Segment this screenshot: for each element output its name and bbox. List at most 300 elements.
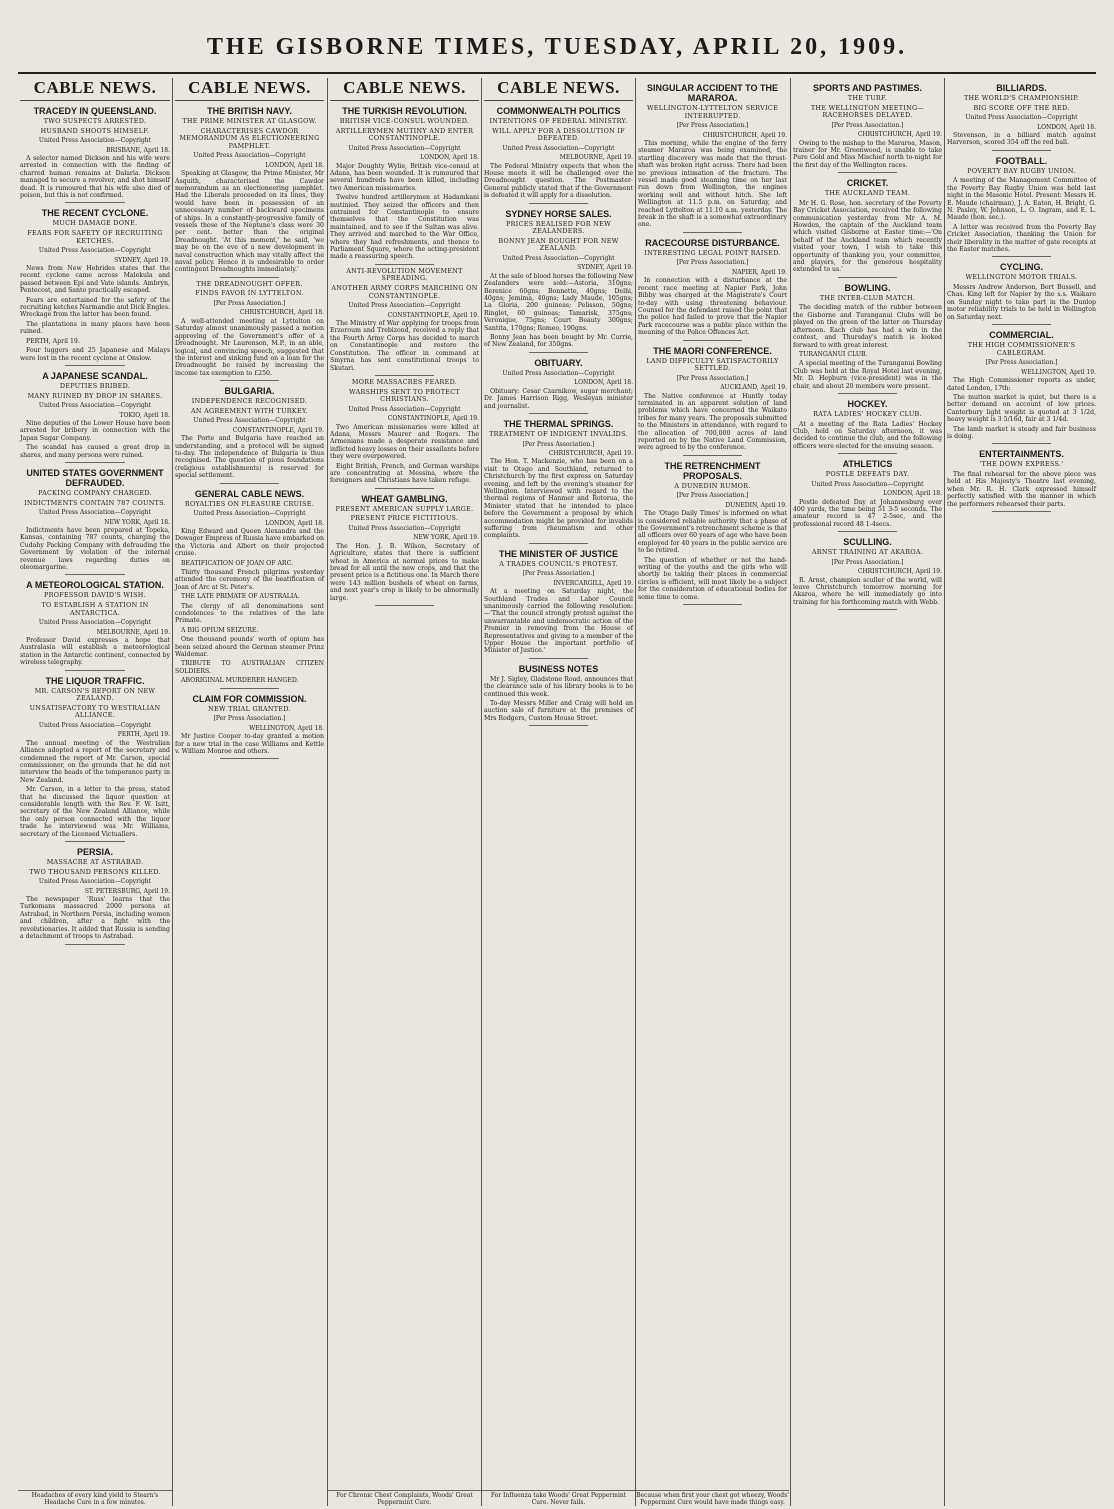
article-dateline: CONSTANTINOPLE, April 19. [387, 311, 479, 319]
article [20, 371, 170, 463]
article-byline: United Press Association—Copyright [348, 405, 461, 413]
article-headline: THE TURKISH REVOLUTION. [342, 106, 467, 116]
article [330, 106, 479, 265]
article-subheading: DEPUTIES BRIBED. [59, 381, 131, 390]
article-paragraph: A meeting of the Management Committee of the Poverty Bay Rugby Union was held last night in the Masonic Hotel. Present: Messrs H. E. Maude (chairman), J. A. Eaton, H. Bright, G. N. Pasley, W. Johnson, L. O. Ingram, and E. L. Maude (hon. sec.). [947, 177, 1096, 222]
article-subheading: 'THE DOWN EXPRESS.' [979, 460, 1064, 469]
article-headline: THE MAORI CONFERENCE. [653, 345, 772, 356]
article-paragraph: The Hon. J. B. Wilson, Secretary of Agriculture, states that there is sufficient wheat in America at normal prices to make bread for all until the new crops, and that the present price is a fictitious one. In March there were 143 million bushels of wheat on farms, and next year's crop is likely to be abnormally large. [330, 542, 479, 602]
article-paragraph: At the sale of blood horses the following New Zealanders were sold:—Astoria, 310gns; Berenice 60gns; Bonnette, 40gns; Delhi, 40gns; Jemima, 40gns; Lady Maude, 105gns; La Gloria, 200 guineas; Pelisson, 50gns; Ringlet, 60 guineas; Tamarisk, 375gns; Veronique, 75gns; Court Beauty 300gns; Santita, 170gns; Romeo, 190gns. [484, 272, 633, 332]
article [793, 178, 942, 278]
article-divider [220, 277, 280, 278]
article-subheading: TWO THOUSAND PERSONS KILLED. [29, 867, 161, 876]
article-byline: United Press Association—Copyright [38, 509, 152, 517]
article-subheading: BRITISH VICE-CONSUL WOUNDED. [339, 117, 470, 125]
article [638, 238, 787, 341]
article-paragraph: This morning, while the engine of the ferry steamer Mararoa was being examined, the startling discovery was made that the thrust-shaft was broken right across. There had been no previous intimation of the fracture. The vessel made good steaming time on her last run down from Wellington, the engines working well and without hitch. She left Wellington at 11.5 p.m. on Saturday, and reached Lyttelton at 11.10 a.m. yesterday. The break in the shaft is a somewhat extraordinary one. [638, 140, 787, 229]
article-byline: United Press Association—Copyright [193, 510, 306, 518]
article-subheading: THE HIGH COMMISSIONER'S CABLEGRAM. [967, 341, 1076, 357]
article-headline: CLAIM FOR COMMISSION. [192, 693, 307, 704]
article-paragraph: Stevenson, in a billiard match against Harverson, scored 354 off the red ball. [947, 132, 1096, 147]
article-subheading: THE WELLINGTON MEETING—RACEHORSES DELAYED. [810, 103, 925, 120]
article-divider [838, 531, 898, 532]
article-subheading: ARNST TRAINING AT AKAROA. [811, 548, 924, 557]
article [947, 156, 1096, 258]
article-divider [65, 670, 125, 671]
article-headline: SINGULAR ACCIDENT TO THE MARAROA. [646, 83, 778, 103]
column-6 [790, 78, 944, 1506]
article-headline: THE THERMAL SPRINGS. [503, 418, 614, 429]
article-headline: ENTERTAINMENTS. [979, 449, 1064, 460]
masthead [0, 0, 1114, 76]
article-paragraph: A letter was received from the Poverty Bay Cricket Association, thanking the Union for their liberality in the matter of gate receipts at the Easter matches. [947, 223, 1096, 254]
article-dateline: MELBOURNE, April 19. [96, 628, 170, 636]
article-divider [375, 488, 435, 489]
article-dateline: NAPIER, April 19. [731, 268, 787, 276]
article-subheading: FEARS FOR SAFETY OF RECRUITING KETCHES. [27, 229, 163, 245]
article-subheading: MR. CARSON'S REPORT ON NEW ZEALAND. [34, 686, 156, 703]
article [20, 676, 170, 842]
article-headline: BULGARIA. [224, 386, 275, 397]
article-divider [529, 658, 589, 659]
article-divider [683, 455, 743, 456]
article-byline: United Press Association—Copyright [38, 878, 152, 886]
article-subheading: THE WORLD'S CHAMPIONSHIP. [964, 94, 1079, 102]
article [20, 106, 170, 203]
article-paragraph: PERTH, April 19. [26, 337, 80, 345]
article-byline: United Press Association—Copyright [38, 247, 152, 255]
article-dateline: SYDNEY, April 19. [577, 264, 633, 272]
article-paragraph: The Ministry of War applying for troops from Erzeroum and Trebizond, received a reply that the Fourth Army Corps has decided to march on Constantinople and restore the Constitution. The officer in command at Smyrna has sent constitutional troops to Skutari. [330, 320, 479, 372]
article-subheading: BIG SCORE OFF THE RED. [973, 103, 1070, 112]
article [793, 399, 942, 454]
article-divider [220, 380, 280, 381]
article-subheading: THE AUCKLAND TEAM. [824, 189, 911, 198]
article-divider [220, 758, 280, 759]
article-subheading: INTERESTING LEGAL POINT RAISED. [644, 248, 781, 257]
article-subheading: A TRADES COUNCIL'S PROTEST. [499, 559, 618, 568]
article-byline: United Press Association—Copyright [38, 721, 152, 729]
article-subheading: PRESENT PRICE FICTITIOUS. [350, 514, 459, 523]
article [484, 549, 633, 659]
article-headline: SPORTS AND PASTIMES. [812, 83, 922, 93]
article-dateline: CHRISTCHURCH, April 19. [857, 568, 942, 576]
column-heading: CABLE NEWS. [484, 78, 633, 101]
column-1 [18, 78, 172, 1506]
article-subheading: THE PRIME MINISTER AT GLASGOW. [182, 117, 317, 125]
article-paragraph: News from New Hebrides states that the recent cyclone came across Malekula and passed between Epi and Vate islands. Ambryn, Pentecost, and Santo practically escaped. [20, 265, 170, 295]
article-divider [529, 543, 589, 544]
article-divider [992, 324, 1052, 325]
article-dateline: CHRISTCHURCH, April 18. [239, 309, 324, 317]
article-headline: THE LIQUOR TRAFFIC. [45, 675, 145, 686]
article-subheading: MUCH DAMAGE DONE. [52, 219, 138, 228]
article-divider [838, 453, 898, 454]
article [20, 580, 170, 670]
article-subheading: TO ESTABLISH A STATION IN ANTARCTICA. [41, 600, 149, 617]
article-dateline: SYDNEY, April 19. [114, 256, 170, 264]
article-dateline: BRISBANE, April 18. [106, 146, 170, 154]
article-paragraph: The newspaper 'Russ' learns that the Turkomans massacred 2000 persons at Astrabad, in Northern Persia, including women and children, after a fight with the revolutionaries. It added that Russia is sending a detachment of troops to Astrabad. [20, 896, 170, 941]
article-paragraph: Mr H. G. Rose, hon. secretary of the Poverty Bay Cricket Association, received the following communication yesterday from Mr A. M. Howden, the captain of the Auckland team which visited Gisborne at Easter time:—'On behalf of the Auckland team which recently visited your town, I wish to take this opportunity of thanking you, your committee, and players, for the generous hospitality extended to us.' [793, 199, 942, 274]
article-divider [65, 202, 125, 203]
article-byline: United Press Association—Copyright [502, 255, 615, 262]
article-dateline: LONDON, April 18. [883, 490, 942, 498]
article-paragraph: Thirty thousand French pilgrims yesterday attended the ceremony of the beatification of Joan of Arc at St. Peter's. [175, 569, 324, 591]
article-byline: United Press Association—Copyright [811, 480, 924, 488]
article-subheading: BONNY JEAN BOUGHT FOR NEW ZEALAND. [498, 236, 619, 253]
article [175, 281, 324, 381]
article-divider [992, 256, 1052, 257]
article-divider [529, 203, 589, 204]
article [20, 468, 170, 575]
article-divider [529, 352, 589, 353]
article-paragraph: TRIBUTE TO AUSTRALIAN CITIZEN SOLDIERS. [175, 660, 324, 675]
article-paragraph: To-day Messrs Miller and Craig will hold an auction sale of furniture at the premises of Mrs Rodgers, Custom House Street. [484, 700, 633, 722]
article-paragraph: Messrs Andrew Anderson, Bert Bussell, and Chas. King left for Napier by the s.s. Waikare on Sunday night to take part in the Dunlop motor reliability trials to be held in Wellington on Saturday next. [947, 284, 1096, 321]
article-paragraph: Professor David expresses a hope that Australasia will establish a meteorological station in the Antarctic continent, connected by wireless telegraphy. [20, 636, 170, 667]
article-byline: [Per Press Association.] [676, 492, 749, 500]
article-divider [529, 413, 589, 414]
article-byline: [Per Press Association.] [831, 121, 904, 129]
article-headline: COMMERCIAL. [989, 330, 1054, 341]
article-paragraph: Two American missionaries were killed at Adana, Messrs Maurer and Rogers. The Armenians made a desperate resistance and inflicted heavy losses on their assailants before they were overpowered. [330, 423, 479, 461]
article [484, 209, 633, 353]
article-paragraph: Fears are entertained for the safety of the recruiting ketches Narmandie and Dick Engles. Wreckage from the latter has been found. [20, 296, 170, 319]
article-headline: ATHLETICS [842, 459, 893, 470]
article-paragraph: Obituary: Cesar Czarnikow, sugar merchant; Dr. James Harrison Rigg, Wesleyan minister and journalist. [484, 387, 633, 410]
article-headline: THE RECENT CYCLONE. [41, 208, 149, 219]
article-paragraph: Mr. Carson, in a letter to the press, stated that he discussed the liquor question at considerable length with the Rev. F. W. Isitt, secretary of the New Zealand Alliance, while the only person connected with the liquor trade he interviewed was Mr. Williams, secretary of the Licensed Victuallers. [20, 786, 170, 838]
article-paragraph: Twelve hundred artillerymen at Hadamkani mutinied. They seized the officers and then entrained for Constantinople to ensure themselves that the Constitution was maintained, and to see if the Sultan was alive. They arrived and marched to the War Office, where they had refreshments, and thence to Parliament Square, where the acting-president made a reassuring speech. [330, 194, 479, 261]
article-paragraph: Major Doughty Wylie, British vice-consul at Adana, has been wounded. It is rumoured that several hundreds have been killed, including two American missionaries. [330, 162, 479, 192]
article-subheading: MASSACRE AT ASTRABAD. [46, 858, 144, 867]
article-divider [65, 841, 125, 842]
article [175, 106, 324, 278]
article-dateline: LONDON, April 18. [574, 379, 633, 387]
article-byline: [Per Press Association.] [522, 440, 595, 448]
article-headline: A JAPANESE SCANDAL. [42, 370, 148, 381]
article-divider [375, 264, 435, 265]
article-headline: TRACEDY IN QUEENSLAND. [33, 106, 157, 116]
article-divider [838, 277, 898, 278]
column-5 [635, 78, 789, 1506]
article-divider [992, 443, 1052, 444]
article-paragraph: A well-attended meeting at Lyttelton on Saturday almost unanimously passed a motion approving of the Government's offer of a Dreadnought. Mr Laurenson, M.P., in an able, logical, and convincing speech, suggested that the interest and sinking fund on a loan for the Dreadnought be raised by increasing the income tax exemption to £250. [175, 317, 324, 377]
article-paragraph: A BIG OPIUM SEIZURE. [181, 626, 259, 634]
article-subheading: PACKING COMPANY CHARGED. [38, 488, 152, 497]
article-subheading: ROYALTIES ON PLEASURE CRUISE. [184, 499, 315, 508]
article-divider [683, 604, 743, 605]
article [638, 83, 787, 233]
article [330, 379, 479, 489]
article [175, 694, 324, 760]
article-byline: United Press Association—Copyright [193, 417, 306, 425]
article-dateline: NEW YORK, April 19. [413, 534, 479, 542]
article-divider [220, 688, 280, 689]
masthead-title: THE GISBORNE TIMES, TUESDAY, APRIL 20, 1909. [206, 34, 908, 60]
article-subheading: TREATMENT OF INDIGENT INVALIDS. [489, 429, 628, 438]
article-subheading: INDICTMENTS CONTAIN 787 COUNTS. [24, 498, 166, 507]
article-dateline: CONSTANTINOPLE, April 19. [387, 415, 479, 423]
article-subheading: WILL APPLY FOR A DISSOLUTION IF DEFEATED. [492, 126, 625, 143]
article-subheading: CHARACTERISES CAWDOR MEMORANDUM AS ELECTIONEERING PAMPHLET. [179, 126, 320, 150]
article-byline: [Per Press Association.] [522, 570, 595, 578]
article-paragraph: The lamb market is steady and fair business is doing. [947, 425, 1096, 440]
article-divider [992, 150, 1052, 151]
article-paragraph: King Edward and Queen Alexandra and the Dowager Empress of Russia have embarked on the Victoria and Albert on their projected cruise. [175, 527, 324, 558]
column-heading: CABLE NEWS. [175, 78, 324, 101]
article-dateline: PERTH, April 19. [117, 731, 170, 739]
article-byline: [Per Press Association.] [213, 300, 286, 308]
article-byline: United Press Association—Copyright [193, 152, 306, 160]
article-subheading: PROFESSOR DAVID'S WISH. [43, 591, 146, 600]
column-7 [944, 78, 1098, 1506]
article-byline: [Per Press Association.] [213, 715, 286, 723]
article-dateline: LONDON, April 18. [265, 161, 324, 169]
article [947, 449, 1096, 512]
article-headline: CYCLING. [999, 262, 1043, 273]
article-paragraph: A special meeting of the Turanganui Bowling Club was held at the Royal Hotel last evening, Mr. D. Hepburn (vice-president) was in the chair, and about 20 members were present. [793, 360, 942, 390]
article-subheading: UNSATISFACTORY TO WESTRALIAN ALLIANCE. [29, 703, 161, 720]
article-divider [65, 574, 125, 575]
article-divider [838, 393, 898, 394]
article-subheading: PRESENT AMERICAN SUPPLY LARGE. [335, 504, 474, 513]
article-byline: [Per Press Association.] [676, 259, 749, 267]
article-dateline: MELBOURNE, April 19. [559, 154, 633, 162]
article [793, 83, 942, 173]
article-byline: United Press Association—Copyright [502, 144, 615, 152]
article [793, 537, 942, 610]
article-subheading: AN AGREEMENT WITH TURKEY. [191, 406, 308, 415]
article-dateline: INVERCARGILL, April 19. [553, 579, 633, 587]
article [330, 268, 479, 376]
column-2 [172, 78, 326, 1506]
article-dateline: WELLINGTON, April 19. [1021, 368, 1096, 376]
article-divider [992, 511, 1052, 512]
article-headline: THE RETRENCHMENT PROPOSALS. [664, 460, 761, 481]
article-subheading: WELLINGTON MOTOR TRIALS. [965, 273, 1078, 282]
article-headline: RACECOURSE DISTURBANCE. [645, 237, 780, 248]
masthead-rule [18, 72, 1096, 74]
article-dateline: NEW YORK, April 18. [104, 518, 170, 526]
article-headline: BILLIARDS. [996, 83, 1047, 93]
article-divider [683, 232, 743, 233]
article-paragraph: At a meeting of the Rata Ladies' Hockey Club, held on Saturday afternoon, it was decided to continue the club, and the following officers were elected for the ensuing season. [793, 420, 942, 450]
article-byline: United Press Association—Copyright [38, 619, 152, 627]
article-headline: HOCKEY. [847, 398, 888, 409]
article-paragraph: Owing to the mishap to the Mararoa, Mason, trainer for Mr. Greenwood, is unable to take Pure Gold and Miss Mischief north to-night for the first day of the Wellington races. [793, 139, 942, 169]
article-subheading: LAND DIFFICULTY SATISFACTORILY SETTLED. [646, 356, 779, 373]
article-headline: A METEOROLOGICAL STATION. [26, 580, 164, 591]
article-subheading: THE DREADNOUGHT OFFER. [196, 279, 303, 288]
article-subheading: INDEPENDENCE RECOGNISED. [191, 397, 308, 406]
article-headline: SYDNEY HORSE SALES. [505, 208, 612, 219]
article-paragraph: The scandal has caused a great drop in shares, and many persons were ruined. [20, 444, 170, 459]
article-subheading: WELLINGTON-LYTTELTON SERVICE INTERRUPTED. [646, 104, 779, 120]
article [793, 459, 942, 532]
article-headline: COMMONWEALTH POLITICS [496, 106, 621, 116]
article-subheading: WARSHIPS SENT TO PROTECT CHRISTIANS. [349, 387, 460, 404]
advertisement-footer: For Influenza take Woods' Great Peppermint Cure. Never fails. [482, 1490, 635, 1506]
article-dateline: LONDON, April 18. [1037, 123, 1096, 131]
article-paragraph: In connection with a disturbance at the recent race meeting at Napier Park, John Bibby was charged at the Magistrate's Court to-day with using threatening behaviour. Counsel for the defendant raised the point that the police had failed to prove that the Napier Park racecourse was a public place within the meaning of the Police Offences Act. [638, 277, 787, 337]
article-subheading: ARTILLERYMEN MUTINY AND ENTER CONSTANTINOPLE. [335, 126, 474, 143]
article-paragraph: ABORIGINAL MURDERER HANGED. [181, 677, 299, 685]
article-subheading: ANOTHER ARMY CORPS MARCHING ON CONSTANTINOPLE. [331, 284, 478, 300]
article-dateline: LONDON, April 18. [265, 519, 324, 527]
article-paragraph: The Hon. T. Mackenzie, who has been on a visit to Otago and Southland, returned to Christchurch by the first express on Saturday evening, and left by the evening's steamer for Wellington. Interviewed with regard to the thermal regions of Hanmer and Rotorua, the Minister stated that he intended to place before the Government a proposal by which accommodation might be provided for invalids suffering from rheumatism and other complaints. [484, 458, 633, 540]
article-dateline: CHRISTCHURCH, April 19. [702, 131, 787, 139]
article-paragraph: Mr J. Sigley, Gladstone Road, announces that the clearance sale of his library books is to be continued this week. [484, 675, 633, 698]
article [638, 461, 787, 605]
article-byline: United Press Association—Copyright [502, 369, 615, 377]
article-paragraph: A selector named Dickson and his wife were arrested in connection with the finding of charred human remains at Dalaria. Dickson managed to secure a revolver, and shot himself dead. It is rumoured that his wife also died of poison, but this is not confirmed. [20, 155, 170, 200]
article-headline: CRICKET. [846, 178, 889, 189]
article-byline: United Press Association—Copyright [38, 137, 152, 145]
article-byline: United Press Association—Copyright [965, 114, 1078, 122]
article-dateline: TOKIO, April 18. [119, 411, 170, 419]
article-divider [65, 462, 125, 463]
article-divider [375, 605, 435, 606]
article [330, 494, 479, 606]
article-headline: BOWLING. [844, 282, 891, 293]
article-headline: THE BRITISH NAVY. [207, 106, 292, 116]
article-subheading: PRICES REALISED FOR NEW ZEALANDERS. [506, 219, 611, 236]
article-paragraph: The High Commissioner reports as under, dated London, 17th: [947, 377, 1096, 392]
article-byline: United Press Association—Copyright [38, 402, 152, 410]
article-subheading: FINDS FAVOR IN LYTTELTON. [195, 289, 304, 298]
article-paragraph: One thousand pounds' worth of opium has been seized aboard the German steamer Prinz Waldemar. [175, 636, 324, 659]
article-paragraph: TURANGANUI CLUB. [799, 350, 868, 358]
article [484, 358, 633, 414]
columns [18, 78, 1098, 1506]
article [20, 208, 170, 365]
article [484, 106, 633, 204]
article-subheading: A DUNEDIN RUMOR. [674, 481, 751, 490]
article-paragraph: The Federal Ministry expects that when the House meets it will be challenged over the Dreadnought question. The Postmaster-General publicly stated that if the Government is defeated it will apply for a dissolution. [484, 162, 633, 200]
article-paragraph: Nine deputies of the Lower House have been arrested for bribery in connection with the Japan Sugar Company. [20, 419, 170, 442]
article-paragraph: The 'Otago Daily Times' is informed on what is considered reliable authority that a phase of the Government's retrenchment scheme is that all officers over 60 years of age who have been employed for 40 years in the public service are to be retired. [638, 510, 787, 555]
article-divider [375, 375, 435, 376]
article-paragraph: Eight British, French, and German warships are concentrating at Messina, where the foreigners and Christians have taken refuge. [330, 462, 479, 485]
article-headline: GENERAL CABLE NEWS. [194, 488, 305, 499]
article-subheading: RATA LADIES' HOCKEY CLUB. [813, 409, 922, 418]
article-paragraph: The plantations in many places have been ruined. [20, 320, 170, 336]
article-paragraph: Mr Justice Cooper to-day granted a motion for a new trial in the case Williams and Kettle v. William Monroe and others. [175, 733, 324, 755]
article [638, 346, 787, 456]
article-paragraph: At a meeting on Saturday night, the Southland Trades and Labor Council unanimously carried the following resolution:—'That the council strongly protest against the unwarrantable and undemocratic action of the Premier in removing from the House of Representatives and giving to a member of the Upper House the important portfolio of Minister of Justice.' [484, 588, 633, 655]
article-paragraph: Four luggers and 25 Japanese and Malays were lost in the recent cyclone at Onslow. [20, 347, 170, 362]
article-subheading: MANY RUINED BY DROP IN SHARES. [27, 391, 163, 400]
article-byline: [Per Press Association.] [831, 558, 904, 566]
article-dateline: ST. PETERSBURG, April 19. [84, 887, 170, 895]
article-paragraph: BEATIFICATION OF JOAN OF ARC. [181, 559, 294, 567]
article-divider [220, 483, 280, 484]
article-subheading: TWO SUSPECTS ARRESTED. [43, 117, 147, 125]
article-headline: THE MINISTER OF JUSTICE [498, 548, 618, 559]
article [175, 386, 324, 483]
article-paragraph: The Porte and Bulgaria have reached an understanding, and a protocol will be signed to-day. The independence of Bulgaria is thus recognised. The question of pious foundations (religious establishments) is reserved for special settlement. [175, 435, 324, 480]
column-heading: CABLE NEWS. [20, 78, 170, 101]
advertisement-footer: Because when first your chest got wheezy, Woods' Peppermint Cure would have made things easy. [636, 1492, 789, 1506]
article-paragraph: The Native conference at Huntly today terminated in an apparent solution of land problems which have concerned the Waikato tribes for many years. The proposals submitted to the Ministers in attendance, with regard to the allocation of 700,000 acres of land reported on by the Native Land Commission, were agreed to by the conference. [638, 392, 787, 452]
article-headline: FOOTBALL. [995, 155, 1048, 166]
article-headline: SCULLING. [843, 537, 892, 548]
article-subheading: POSTLE DEFEATS DAY. [825, 470, 910, 479]
article-dateline: WELLINGTON, April 18. [249, 724, 324, 732]
article [20, 847, 170, 944]
article-paragraph: The deciding match of the rubber between the Gisborne and Turanganui Clubs will be played on the green of the latter on Thursday afternoon. Each club has had a win in the contest, and Thursday's match is looked forward to with great interest. [793, 304, 942, 349]
article-paragraph: The clergy of all denominations sent condolences to the relatives of the late Primate. [175, 602, 324, 625]
article-divider [838, 609, 898, 610]
article-divider [65, 944, 125, 945]
article-paragraph: The question of whether or not the hand-writing of the youths and the girls who will shortly be taking their places in commercial circles is efficient, will most likely be a subject for the consideration of educational bodies for some time to come. [638, 556, 787, 601]
article [175, 489, 324, 689]
column-4 [481, 78, 635, 1506]
article-divider [65, 365, 125, 366]
article-divider [838, 172, 898, 173]
article-byline: United Press Association—Copyright [348, 524, 461, 532]
article-byline: United Press Association—Copyright [348, 144, 461, 152]
article-headline: WHEAT GAMBLING. [361, 493, 448, 504]
article-subheading: INTENTIONS OF FEDERAL MINISTRY. [489, 117, 628, 125]
article [947, 262, 1096, 325]
column-3 [327, 78, 481, 1506]
article-divider [683, 340, 743, 341]
article [484, 419, 633, 544]
article-subheading: NEW TRIAL GRANTED. [208, 704, 291, 713]
article-subheading: ANTI-REVOLUTION MOVEMENT SPREADING. [346, 266, 463, 283]
article [947, 330, 1096, 444]
article-subheading: THE TURF. [847, 94, 888, 102]
article-subheading: THE INTER-CLUB MATCH. [819, 293, 916, 302]
article-byline: [Per Press Association.] [676, 374, 749, 382]
article-paragraph: Indictments have been prepared at Topeka, Kansas, containing 787 counts, charging the Cudahy Packing Company with defrauding the Government by violation of the internal revenue laws regarding duties on oleomargarine. [20, 526, 170, 571]
article-paragraph: The mutton market is quiet, but there is a better demand on account of low prices. Canterbury light weight is quoted at 3 1/2d, heavy weight is 3 5/16d, fair at 3 1/4d. [947, 393, 1096, 424]
article-paragraph: The annual meeting of the Westralian Alliance adopted a report of the secretary and condemned the report of Mr. Carson, special commissioner, on the grounds that he did not interview the heads of the temperance party in New Zealand. [20, 739, 170, 784]
article-paragraph: Speaking at Glasgow, the Prime Minister, Mr Asquith, characterised the Cawdor memorandum as an electioneering pamphlet. Had the Liberals proceeded on its lines, they would have been in possession of an unnecessary number of backward specimens of ships. In a constantly-progressive family of vessels those of the Neptune's class were 30 per cent. better than the original Dreadnought. 'At this moment,' he said, 'we may be on the eve of a new development in naval construction which may vitally affect the naval policy. Hence it is undesirable to order contingent Dreadnoughts immediately.' [175, 170, 324, 274]
article-headline: OBITUARY. [534, 357, 583, 368]
article-dateline: LONDON, April 18. [420, 154, 479, 162]
advertisement-footer: For Chronic Chest Complaints, Woods' Great Peppermint Cure. [328, 1490, 481, 1506]
article-headline: BUSINESS NOTES [518, 663, 599, 674]
column-heading: CABLE NEWS. [330, 78, 479, 101]
article-dateline: CONSTANTINOPLE, April 19. [232, 426, 324, 434]
article [484, 664, 633, 726]
article-paragraph: Bonny Jean has been bought by Mr. Currie, of New Zealand, for 350gns. [484, 334, 633, 349]
article [947, 83, 1096, 151]
article-subheading: MORE MASSACRES FEARED. [351, 377, 458, 386]
article-byline: [Per Press Association.] [985, 359, 1058, 367]
article-paragraph: Postle defeated Day at Johannesburg over 400 yards, the time being 51 3-5 seconds. The amateur record is 47 2-5sec, and the professional record 48 1-4secs. [793, 498, 942, 528]
article-paragraph: R. Arnst, champion sculler of the world, will leave Christchurch tomorrow morning for Akaroa, where he will immediately go into training for his forthcoming match with Webb. [793, 576, 942, 606]
article-headline: PERSIA. [76, 847, 113, 858]
article-dateline: AUCKLAND, April 19. [720, 384, 787, 392]
article [793, 283, 942, 394]
article-paragraph: The final rehearsal for the above piece was held at His Majesty's Theatre last evening, when Mr. R. H. Clark expressed himself perfectly satisfied with the manner in which the performers rehearsed their parts. [947, 470, 1096, 508]
article-dateline: DUNEDIN, April 19. [725, 501, 787, 509]
article-byline: [Per Press Association.] [676, 122, 749, 130]
article-subheading: HUSBAND SHOOTS HIMSELF. [40, 126, 150, 135]
article-subheading: POVERTY BAY RUGBY UNION. [967, 166, 1076, 175]
advertisement-footer: Headaches of every kind yield to Stearn's Headache Cure in a few minutes. [18, 1490, 172, 1506]
article-paragraph: THE LATE PRIMATE OF AUSTRALIA. [181, 593, 300, 601]
article-headline: UNITED STATES GOVERNMENT DEFRAUDED. [26, 467, 164, 488]
article-divider [529, 725, 589, 726]
article-dateline: CHRISTCHURCH, April 19. [548, 449, 633, 457]
article-byline: United Press Association—Copyright [348, 302, 461, 310]
